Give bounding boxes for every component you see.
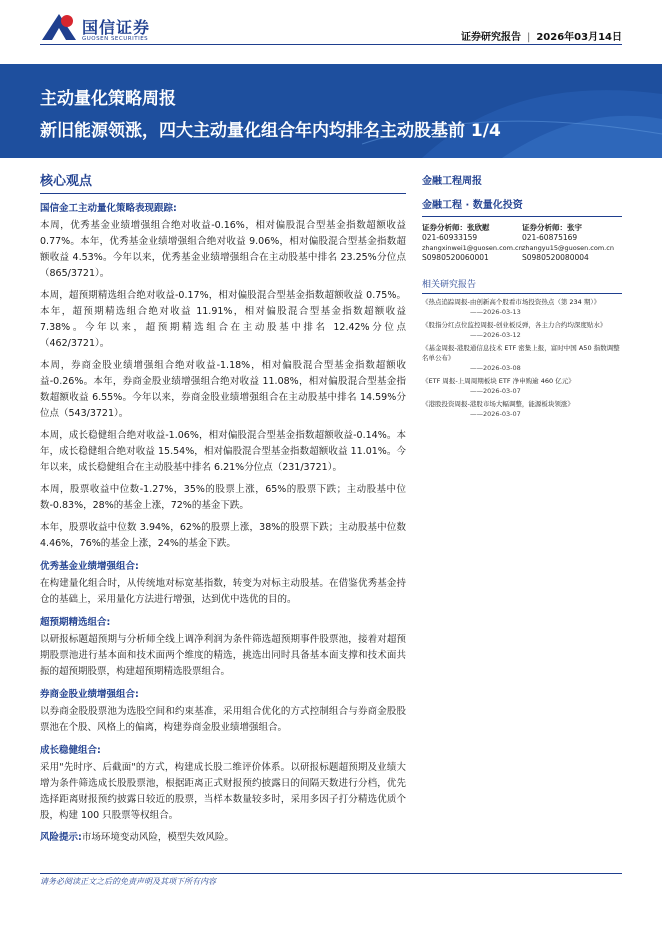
analyst-phone: 021-60875169 — [522, 233, 578, 242]
header-separator: | — [526, 32, 531, 43]
related-reports-title: 相关研究报告 — [422, 277, 622, 294]
related-report-title: 《港股投资周报-港股市场大幅调整，能源板块领涨》 — [422, 400, 574, 408]
growth-stable-section-title: 成长稳健组合: — [40, 745, 101, 756]
related-report-date: ——2026-03-12 — [470, 331, 521, 339]
paragraph-yearly-median: 本年，股票收益中位数 3.94%，62%的股票上涨，38%的股票下跌；主动股基中位数 4.46%，76%的基金上涨，24%的基金下跌。 — [40, 522, 406, 549]
paragraph-weekly-median: 本周，股票收益中位数-1.27%，35%的股票上涨，65%的股票下跌；主动股基中位数-0.83%，28%的基金上涨，72%的基金下跌。 — [40, 484, 406, 511]
paragraph-growth-stable: 本周，成长稳健组合绝对收益-1.06%，相对偏股混合型基金指数超额收益-0.14%。本年，成长稳健组合绝对收益 15.54%，相对偏股混合型基金指数超额收益 11.01%。今年以来，成长稳健组合在主动股基中排名 6.21%分位点（231/3721）。 — [40, 430, 406, 473]
analyst-name: 证券分析师：张欣慰 — [422, 223, 490, 232]
report-type: 证券研究报告 — [460, 32, 521, 43]
beyond-expectation-section-title: 超预期精选组合: — [40, 617, 111, 628]
related-report-date: ——2026-03-07 — [470, 410, 521, 418]
sidebar-report-subcategory: 金融工程 · 数量化投资 — [422, 200, 523, 211]
excellent-fund-section-title: 优秀基金业绩增强组合: — [40, 561, 139, 572]
related-report-title: 《股指分红点位监控周报-创业板反弹，各主力合约均深度贴水》 — [422, 321, 607, 329]
analyst-email[interactable]: zhangxinwei1@guosen.com.cn — [422, 244, 523, 252]
related-report-date: ——2026-03-08 — [470, 364, 521, 372]
tracking-section-title: 国信金工主动量化策略表现跟踪: — [40, 203, 177, 214]
core-views-column — [40, 170, 406, 846]
risk-label: 风险提示: — [40, 832, 82, 843]
related-report-item[interactable] — [422, 343, 622, 373]
analyst-cert: S0980520080004 — [522, 253, 589, 262]
analyst-card — [422, 223, 522, 263]
risk-warning — [40, 830, 406, 846]
risk-text: 市场环境变动风险，模型失效风险。 — [81, 832, 234, 843]
logo-chinese: 国信证券 — [82, 18, 151, 37]
related-report-title: 《ETF 周报-上周周期板块 ETF 净申购逾 460 亿元》 — [422, 377, 575, 385]
paragraph-excellent-fund: 本周，优秀基金业绩增强组合绝对收益-0.16%，相对偏股混合型基金指数超额收益 0.77%。本年，优秀基金业绩增强组合绝对收益 9.06%，相对偏股混合型基金指数超额收益 4.53%。今年以来，优秀基金业绩增强组合在主动股基中排名 23.25%分位点（865/3721）。 — [40, 220, 406, 279]
header-meta — [461, 28, 622, 43]
analyst-list — [422, 223, 622, 263]
excellent-fund-description: 在构建量化组合时，从传统地对标宽基指数，转变为对标主动股基。在借鉴优秀基金持仓的基础上，采用量化方法进行增强，达到优中选优的目的。 — [40, 578, 406, 605]
related-report-title: 《热点追踪周报-由创新高个股看市场投资热点（第 234 期）》 — [422, 298, 601, 306]
paragraph-broker-stock: 本周，券商金股业绩增强组合绝对收益-1.18%，相对偏股混合型基金指数超额收益-0.26%。本年，券商金股业绩增强组合绝对收益 11.08%，相对偏股混合型基金指数超额收益 6.55%。今年以来，券商金股业绩增强组合在主动股基中排名 14.59%分位点（543/3721）。 — [40, 360, 406, 419]
core-views-title: 核心观点 — [40, 170, 406, 194]
analyst-email[interactable]: zhangyu15@guosen.com.cn — [522, 244, 614, 252]
related-report-title: 《基金周报-港股通信息技术 ETF 密集上报，富时中国 A50 指数调整名单公布》 — [422, 344, 620, 362]
analyst-phone: 021-60933159 — [422, 233, 478, 242]
related-report-date: ——2026-03-07 — [470, 387, 521, 395]
report-series-title: 主动量化策略周报 — [40, 89, 176, 109]
broker-stock-description: 以券商金股股票池为选股空间和约束基准，采用组合优化的方式控制组合与券商金股股票池在个股、风格上的偏离，构建券商金股业绩增强组合。 — [40, 706, 406, 733]
title-banner — [0, 64, 662, 158]
footer-disclaimer: 请务必阅读正文之后的免责声明及其项下所有内容 — [40, 877, 216, 886]
analyst-card — [522, 223, 622, 263]
page-header — [0, 0, 662, 52]
company-logo — [40, 12, 160, 46]
sidebar-divider — [422, 216, 622, 217]
paragraph-beyond-expectation: 本周，超预期精选组合绝对收益-0.17%，相对偏股混合型基金指数超额收益 0.75%。本年，超预期精选组合绝对收益 11.91%，相对偏股混合型基金指数超额收益 7.38%。今年以来，超预期精选组合在主动股基中排名 12.42%分位点（462/3721）。 — [40, 290, 406, 349]
related-report-date: ——2026-03-13 — [470, 308, 521, 316]
header-divider — [40, 44, 622, 45]
broker-stock-section-title: 券商金股业绩增强组合: — [40, 689, 139, 700]
related-report-item[interactable] — [422, 297, 622, 317]
report-headline: 新旧能源领涨，四大主动量化组合年内均排名主动股基前 1/4 — [40, 121, 501, 141]
related-report-item[interactable] — [422, 320, 622, 340]
related-report-item[interactable] — [422, 376, 622, 396]
report-date: 2026年03月14日 — [536, 32, 622, 43]
sidebar-column — [422, 172, 622, 419]
growth-stable-description: 采用"先时序、后截面"的方式，构建成长股二维评价体系。以研报标题超预期及业绩大增为条件筛选成长股股票池，根据距离正式财报预约披露日的间隔天数进行分档，优先选择距离财报预约披露日较近的股票，当样本数量较多时，采用多因子打分精选优质个股，构建 100 只股票等权组合。 — [40, 762, 406, 821]
logo-english: GUOSEN SECURITIES — [82, 36, 149, 42]
logo-mark-icon — [40, 12, 78, 44]
beyond-expectation-description: 以研报标题超预期与分析师全线上调净利润为条件筛选超预期事件股票池，接着对超预期股票池进行基本面和技术面两个维度的精选，挑选出同时具备基本面支撑和技术面共振的超预期股票，构建超预期精选股票组合。 — [40, 634, 406, 677]
analyst-name: 证券分析师：张宇 — [522, 223, 582, 232]
analyst-cert: S0980520060001 — [422, 253, 489, 262]
related-report-item[interactable] — [422, 399, 622, 419]
sidebar-report-category: 金融工程周报 — [422, 176, 482, 187]
banner-decoration-icon — [362, 64, 662, 158]
footer-divider — [40, 873, 622, 874]
